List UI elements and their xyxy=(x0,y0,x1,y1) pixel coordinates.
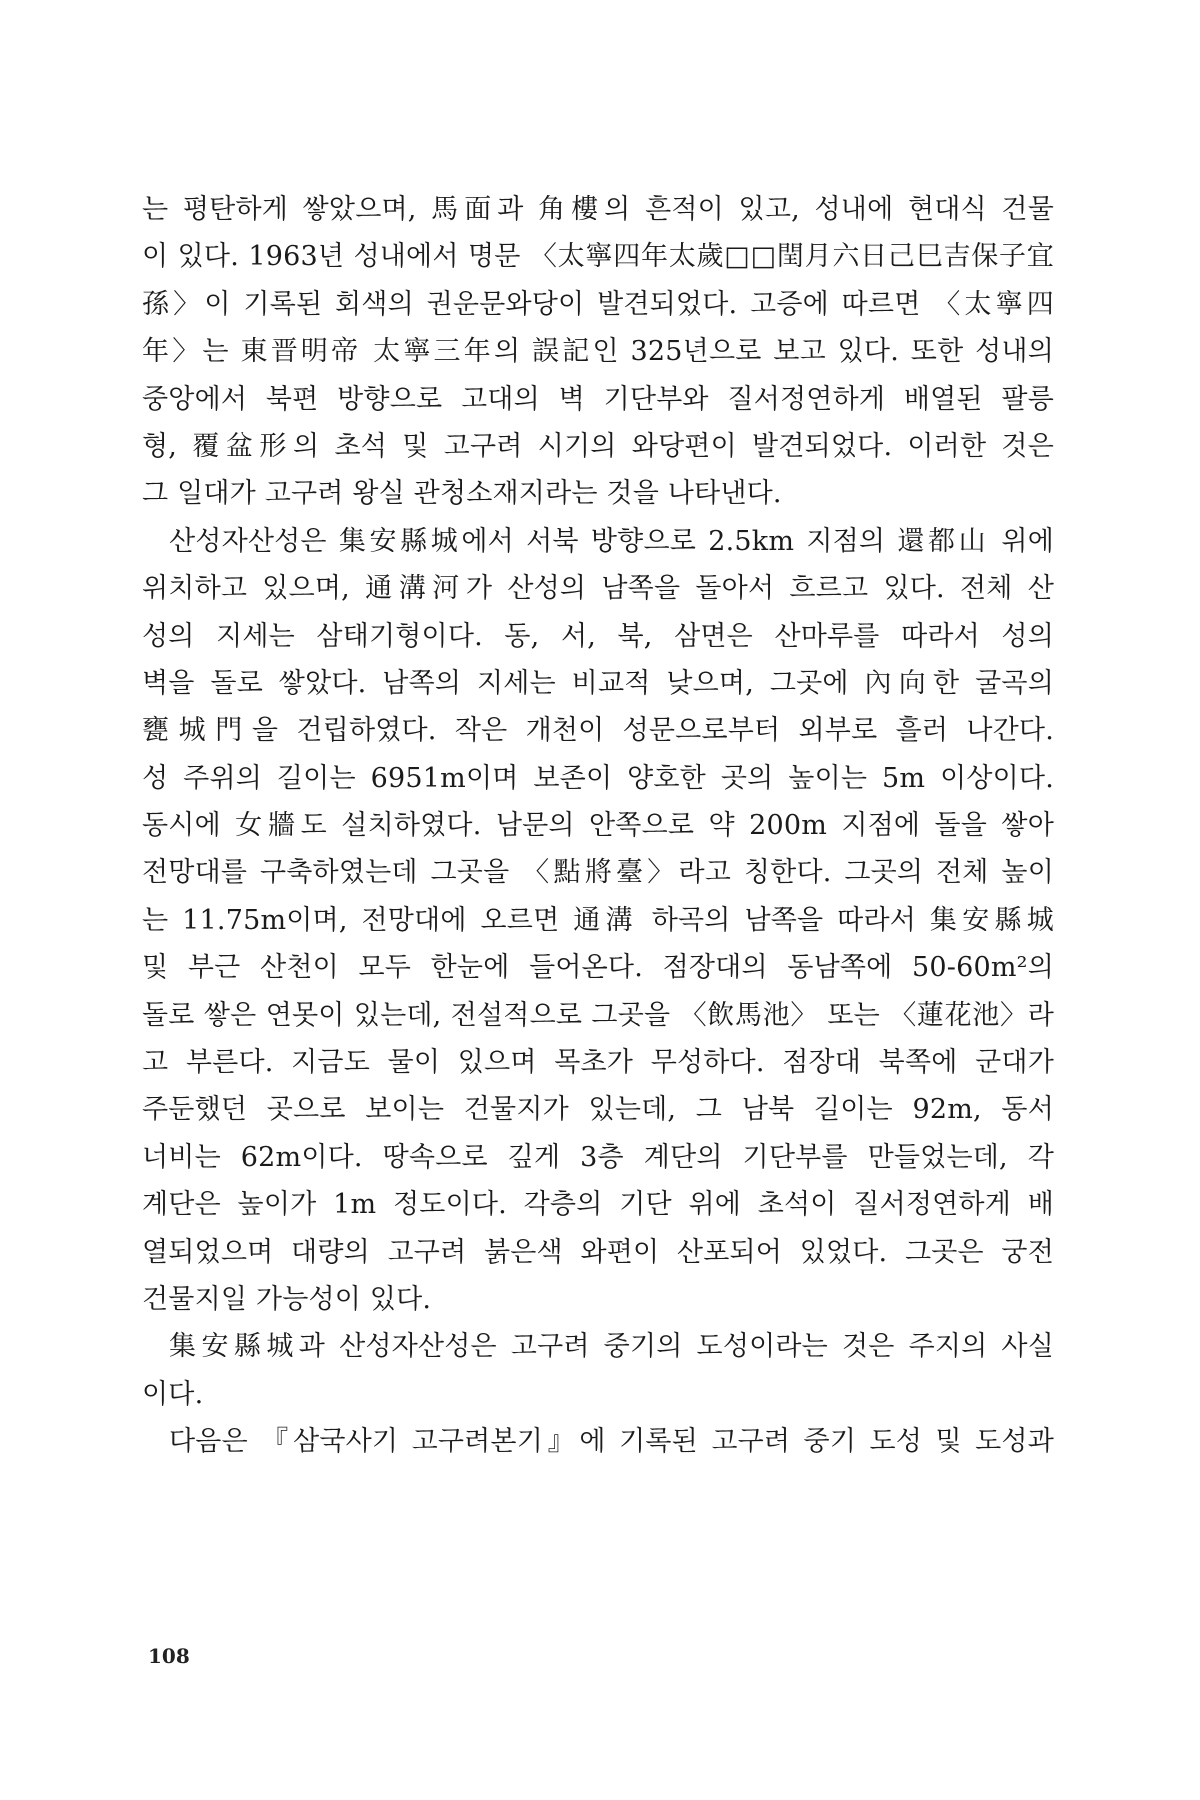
text-line: 너비는 62m이다. 땅속으로 깊게 3층 계단의 기단부를 만들었는데, 각 xyxy=(142,1141,1054,1173)
text-line: 이다. xyxy=(142,1378,204,1410)
text-line: 는 11.75m이며, 전망대에 오르면 通溝 하곡의 남쪽을 따라서 集安縣城 xyxy=(142,904,1054,936)
text-line: 集安縣城과 산성자산성은 고구려 중기의 도성이라는 것은 주지의 사실 xyxy=(169,1331,1054,1363)
text-line: 위치하고 있으며, 通溝河가 산성의 남쪽을 돌아서 흐르고 있다. 전체 산 xyxy=(142,573,1054,605)
text-line: 다음은 『삼국사기 고구려본기』에 기록된 고구려 중기 도성 및 도성과 xyxy=(169,1426,1054,1458)
text-line: 고 부른다. 지금도 물이 있으며 목초가 무성하다. 점장대 북쪽에 군대가 xyxy=(142,1047,1054,1079)
text-line: 甕城門을 건립하였다. 작은 개천이 성문으로부터 외부로 흘러 나간다. xyxy=(142,715,1054,747)
text-line: 동시에 女牆도 설치하였다. 남문의 안쪽으로 약 200m 지점에 돌을 쌓아 xyxy=(142,810,1054,842)
text-line: 산성자산성은 集安縣城에서 서북 방향으로 2.5km 지점의 還都山 위에 xyxy=(169,525,1054,557)
text-line: 및 부근 산천이 모두 한눈에 들어온다. 점장대의 동남쪽에 50-60m²의 xyxy=(142,952,1054,984)
text-line: 年〉는 東晋明帝 太寧三年의 誤記인 325년으로 보고 있다. 또한 성내의 xyxy=(142,336,1054,368)
text-line: 돌로 쌓은 연못이 있는데, 전설적으로 그곳을 〈飲馬池〉 또는 〈蓮花池〉라 xyxy=(142,999,1054,1031)
text-line: 벽을 돌로 쌓았다. 남쪽의 지세는 비교적 낮으며, 그곳에 內向한 굴곡의 xyxy=(142,667,1054,699)
page-number: 108 xyxy=(148,1644,190,1668)
text-line: 그 일대가 고구려 왕실 관청소재지라는 것을 나타낸다. xyxy=(142,478,782,510)
text-line: 성의 지세는 삼태기형이다. 동, 서, 북, 삼면은 산마루를 따라서 성의 xyxy=(142,620,1054,652)
text-line: 주둔했던 곳으로 보이는 건물지가 있는데, 그 남북 길이는 92m, 동서 xyxy=(142,1094,1054,1126)
text-line: 계단은 높이가 1m 정도이다. 각층의 기단 위에 초석이 질서정연하게 배 xyxy=(142,1189,1054,1221)
text-line: 이 있다. 1963년 성내에서 명문 〈太寧四年太歲□□閏月六日己巳吉保子宜 xyxy=(142,241,1054,273)
text-line: 성 주위의 길이는 6951m이며 보존이 양호한 곳의 높이는 5m 이상이다. xyxy=(142,762,1054,794)
text-line: 중앙에서 북편 방향으로 고대의 벽 기단부와 질서정연하게 배열된 팔릉 xyxy=(142,383,1054,415)
text-line: 전망대를 구축하였는데 그곳을 〈點將臺〉라고 칭한다. 그곳의 전체 높이 xyxy=(142,857,1054,889)
text-line: 열되었으며 대량의 고구려 붉은색 와편이 산포되어 있었다. 그곳은 궁전 xyxy=(142,1236,1054,1268)
body-text xyxy=(142,186,1054,1466)
text-line: 는 평탄하게 쌓았으며, 馬面과 角樓의 흔적이 있고, 성내에 현대식 건물 xyxy=(142,194,1054,225)
text-line: 孫〉이 기록된 회색의 권운문와당이 발견되었다. 고증에 따르면 〈太寧四 xyxy=(142,288,1054,320)
text-line: 건물지일 가능성이 있다. xyxy=(142,1283,432,1315)
text-line: 형, 覆盆形의 초석 및 고구려 시기의 와당편이 발견되었다. 이러한 것은 xyxy=(142,430,1054,462)
